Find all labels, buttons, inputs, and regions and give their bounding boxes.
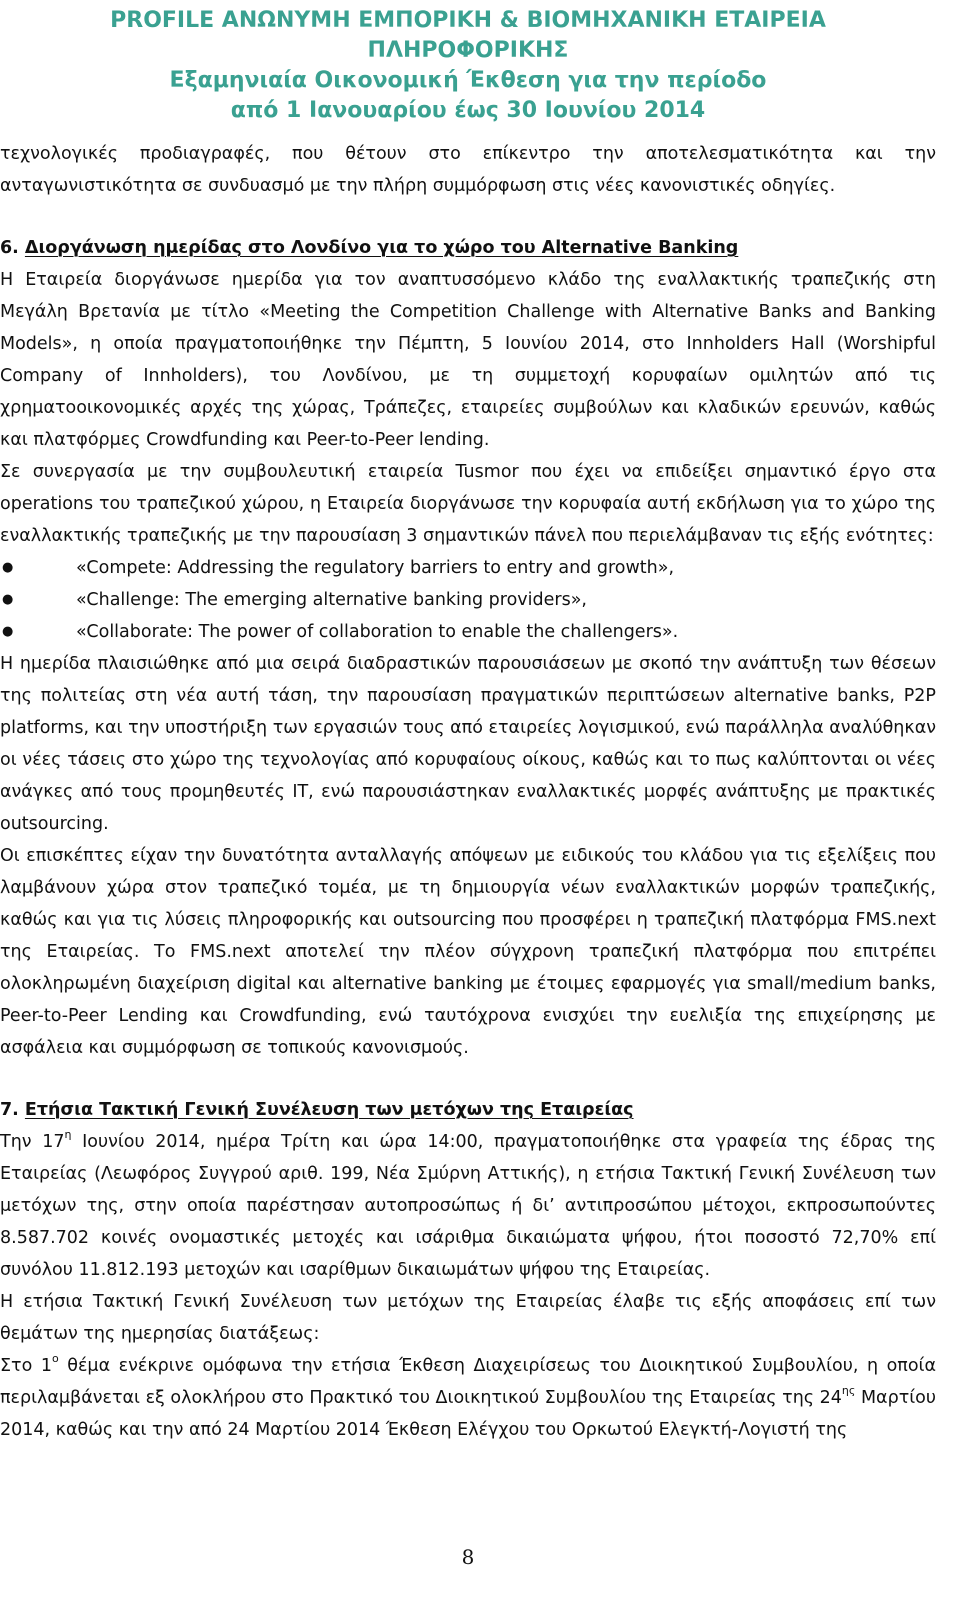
list-item-text: «Compete: Addressing the regulatory barriers to entry and growth», xyxy=(76,558,675,578)
section-6-paragraph-3: Η ημερίδα πλαισιώθηκε από μια σειρά διαδραστικών παρουσιάσεων με σκοπό την ανάπτυξη των θέσεων της πολιτείας στη νέα αυτή τάση, την παρουσίαση πραγματικών περιπτώσεων alternative banks, P2P platforms, και την υποστήριξη των εργασιών τους από εταιρείες λογισμικού, ενώ παράλληλα αναλύθηκαν οι νέες τάσεις στο χώρο της τεχνολογίας από κορυφαίους οίκους, καθώς και το πως καλύπτονται οι νέες ανάγκες από τους προμηθευτές IT, ενώ παρουσιάστηκαν εναλλακτικές μορφές ανάπτυξης με πρακτικές outsourcing. xyxy=(0,654,936,834)
list-item-text: «Challenge: The emerging alternative banking providers», xyxy=(76,590,587,610)
list-item xyxy=(0,552,936,584)
intro-paragraph: τεχνολογικές προδιαγραφές, που θέτουν στο επίκεντρο την αποτελεσματικότητα και την ανταγωνιστικότητα σε συνδυασμό με την πλήρη συμμόρφωση στις νέες κανονιστικές οδηγίες. xyxy=(0,144,936,196)
section-6-heading xyxy=(0,232,936,264)
section-7-title: Ετήσια Τακτική Γενική Συνέλευση των μετόχων της Εταιρείας xyxy=(24,1100,634,1120)
text-run: Ιουνίου 2014, ημέρα Τρίτη και ώρα 14:00, πραγματοποιήθηκε στα γραφεία της έδρας της Εταιρείας (Λεωφόρος Συγγρού αριθ. 199, Νέα Σμύρνη Αττικής), η ετήσια Τακτική Γενική Συνέλευση των μετόχων της, στην οποία παρέστησαν αυτοπροσώπως ή δι’ αντιπροσώπου μέτοχοι, εκπροσωπούντες 8.587.702 κοινές ονομαστικές μετοχές και ισάριθμα δικαιώματα ψήφου, ήτοι ποσοστό 72,70% επί συνόλου 11.812.193 μετοχών και ισαρίθμων δικαιωμάτων ψήφου της Εταιρείας. xyxy=(0,1132,936,1280)
page-number: 8 xyxy=(461,1545,475,1569)
header-company-name-cont: ΠΛΗΡΟΦΟΡΙΚΗΣ xyxy=(367,38,569,63)
header-company-name: PROFILE ΑΝΩΝΥΜΗ ΕΜΠΟΡΙΚΗ & ΒΙΟΜΗΧΑΝΙΚΗ ΕΤΑΙΡΕΙΑ xyxy=(110,8,826,33)
section-6-number: 6. xyxy=(0,238,19,258)
text-run: Στο 1 xyxy=(0,1356,52,1376)
section-7-paragraph-1 xyxy=(0,1126,936,1286)
list-item-text: «Collaborate: The power of collaboration to enable the challengers». xyxy=(76,622,679,642)
document-body xyxy=(0,138,936,1446)
section-6-paragraph-1: Η Εταιρεία διοργάνωσε ημερίδα για τον αναπτυσσόμενο κλάδο της εναλλακτικής τραπεζικής στη Μεγάλη Βρετανία με τίτλο «Meeting the Competition Challenge with Alternative Banks and Banking Models», η οποία πραγματοποιήθηκε την Πέμπτη, 5 Ιουνίου 2014, στο Innholders Hall (Worshipful Company of Innholders), του Λονδίνου, με τη συμμετοχή κορυφαίων ομιλητών από τις χρηματοοικονομικές αρχές της χώρας, Τράπεζες, εταιρείες συμβούλων και κλαδικών ερευνών, καθώς και πλατφόρμες Crowdfunding και Peer-to-Peer lending. xyxy=(0,270,936,450)
text-run: θέμα ενέκρινε ομόφωνα την ετήσια Έκθεση Διαχειρίσεως του Διοικητικού Συμβουλίου, η οποία περιλαμβάνεται εξ ολοκλήρου στο Πρακτικό του Διοικητικού Συμβουλίου της Εταιρείας της 24 xyxy=(0,1356,936,1408)
text-run: Μαρτίου 2014, καθώς και την από 24 Μαρτίου 2014 Έκθεση Ελέγχου του Ορκωτού Ελεγκτή-Λογιστή της xyxy=(0,1388,936,1440)
bullet-icon: ● xyxy=(2,560,14,575)
section-6-title: Διοργάνωση ημερίδας στο Λονδίνο για το χώρο του Alternative Banking xyxy=(24,238,739,258)
header-report-title: Εξαμηνιαία Οικονομική Έκθεση για την περίοδο xyxy=(169,68,767,93)
section-6-paragraph-2: Σε συνεργασία με την συμβουλευτική εταιρεία Tusmor που έχει να επιδείξει σημαντικό έργο στα operations του τραπεζικού χώρου, η Εταιρεία διοργάνωσε την κορυφαία αυτή εκδήλωση για το χώρο της εναλλακτικής τραπεζικής με την παρουσίαση 3 σημαντικών πάνελ που περιελάμβαναν τις εξής ενότητες: xyxy=(0,462,936,546)
list-item xyxy=(0,616,936,648)
document-header xyxy=(0,0,936,126)
section-6-bullet-list xyxy=(0,552,936,648)
section-7-paragraph-3 xyxy=(0,1350,936,1446)
list-item xyxy=(0,584,936,616)
superscript: ης xyxy=(841,1384,856,1398)
section-6-paragraph-4: Οι επισκέπτες είχαν την δυνατότητα ανταλλαγής απόψεων με ειδικούς του κλάδου για τις εξελίξεις που λαμβάνουν χώρα στον τραπεζικό τομέα, με τη δημιουργία νέων εναλλακτικών μορφών τραπεζικής, καθώς και για τις λύσεις πληροφορικής και outsourcing που προσφέρει η τραπεζική πλατφόρμα FMS.next της Εταιρείας. Το FMS.next αποτελεί την πλέον σύγχρονη τραπεζική πλατφόρμα που επιτρέπει ολοκληρωμένη διαχείριση digital και alternative banking με έτοιμες εφαρμογές για small/medium banks, Peer-to-Peer Lending και Crowdfunding, ενώ ταυτόχρονα ενισχύει την ευελιξία της επιχείρησης με ασφάλεια και συμμόρφωση σε τοπικούς κανονισμούς. xyxy=(0,846,936,1058)
section-7-number: 7. xyxy=(0,1100,19,1120)
header-report-period: από 1 Ιανουαρίου έως 30 Ιουνίου 2014 xyxy=(230,98,706,123)
bullet-icon: ● xyxy=(2,592,14,607)
text-run: Την 17 xyxy=(0,1132,65,1152)
bullet-icon: ● xyxy=(2,624,14,639)
section-7-heading xyxy=(0,1094,936,1126)
superscript: η xyxy=(64,1128,72,1142)
section-7-paragraph-2: Η ετήσια Τακτική Γενική Συνέλευση των μετόχων της Εταιρείας έλαβε τις εξής αποφάσεις επί των θεμάτων της ημερησίας διατάξεως: xyxy=(0,1292,936,1344)
superscript: ο xyxy=(51,1352,59,1366)
